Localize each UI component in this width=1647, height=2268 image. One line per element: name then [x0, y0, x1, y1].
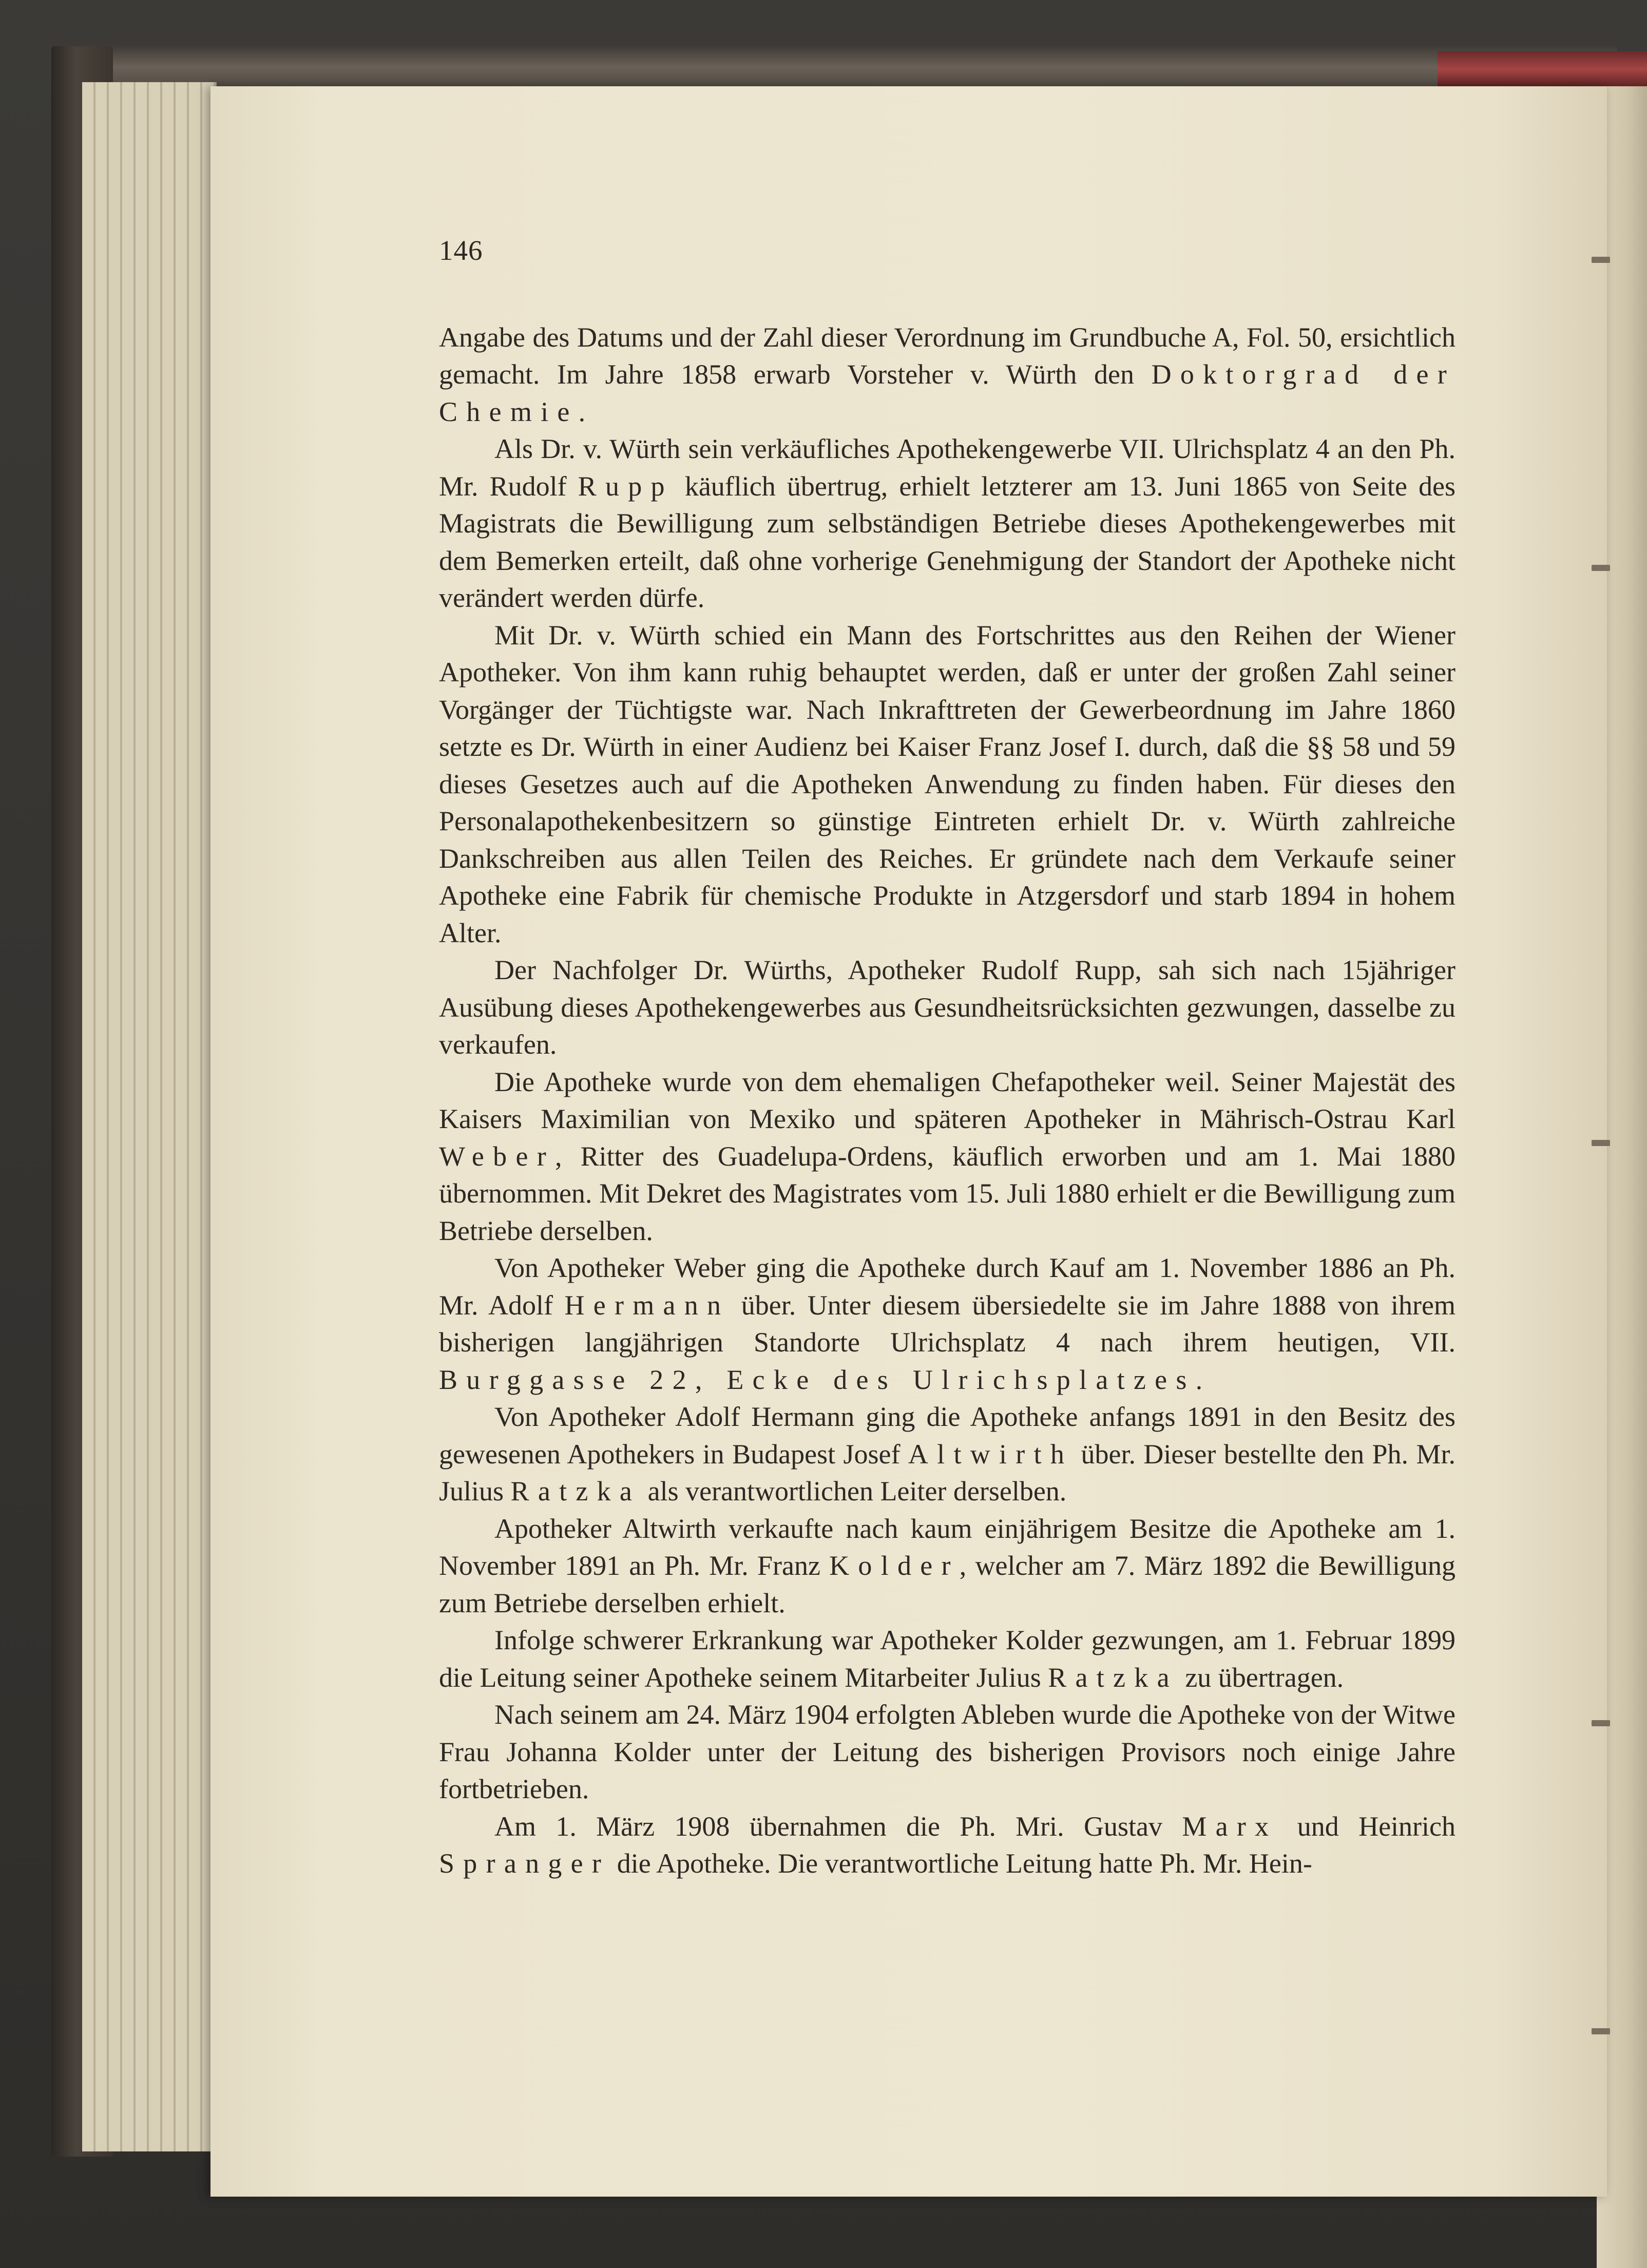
- paragraph-text: , Ritter des Guadelupa-Ordens, käuflich erworben und am 1. Mai 1880 übernommen. Mit Dekret des Magistrates vom 15. Juli 1880 erhielt er die Bewilligung zum Betriebe derselben.: [439, 1140, 1456, 1246]
- paragraph-text: und Heinrich: [1277, 1810, 1456, 1842]
- page-stack-edges: [82, 82, 217, 2151]
- paragraph-text: Nach seinem am 24. März 1904 erfolgten Ableben wurde die Apotheke von der Witwe Frau Johanna Kolder unter der Leitung des bisherigen Provisors noch einige Jahre fortbetrieben.: [439, 1699, 1456, 1804]
- paragraph: [439, 430, 1456, 617]
- paragraph-text: als verantwortlichen Leiter derselben.: [641, 1476, 1067, 1507]
- paragraph: [439, 1696, 1456, 1808]
- page-edge-mark: [1592, 565, 1610, 571]
- page-edge-mark: [1592, 257, 1610, 263]
- page-edge-mark: [1592, 2028, 1610, 2034]
- spaced-emphasis-text: Hermann: [564, 1289, 730, 1321]
- paragraph-text: Mit Dr. v. Würth schied ein Mann des Fortschrittes aus den Reihen der Wiener Apotheker. Von ihm kann ruhig behauptet werden, daß er unter der großen Zahl seiner Vorgänger der Tüchtigste war. Nach Inkrafttreten der Gewerbeordnung im Jahre 1860 setzte es Dr. Würth in einer Audienz bei Kaiser Franz Josef I. durch, daß die §§ 58 und 59 dieses Gesetzes auch auf die Apotheken Anwendung zu finden haben. Für dieses den Personalapothekenbesitzern so günstige Eintreten erhielt Dr. v. Würth zahlreiche Dankschreiben aus allen Teilen des Reiches. Er gründete nach dem Verkaufe seiner Apotheke eine Fabrik für chemische Produkte in Atzgersdorf und starb 1894 in hohem Alter.: [439, 619, 1456, 948]
- spaced-emphasis-text: Marx: [1182, 1810, 1278, 1842]
- spaced-emphasis-text: Altwirth: [908, 1438, 1074, 1470]
- spaced-emphasis-text: Ratzka: [1048, 1662, 1178, 1693]
- paragraph-text: Der Nachfolger Dr. Würths, Apotheker Rudolf Rupp, sah sich nach 15jähriger Ausübung dieses Apothekengewerbes aus Gesundheitsrücksichten gezwungen, dasselbe zu verkaufen.: [439, 955, 1456, 1060]
- paragraph-text: , welcher am 7. März 1892 die Bewilligung zum Betriebe derselben erhielt.: [439, 1550, 1456, 1618]
- paragraph-text: Am 1. März 1908 übernahmen die Ph. Mri. Gustav: [494, 1810, 1182, 1842]
- paragraph-text: .: [578, 396, 586, 427]
- spaced-emphasis-text: Doktorgrad der Chemie: [439, 359, 1456, 427]
- page-text-block: [439, 232, 1456, 1882]
- paragraph-text: Von Apotheker Weber ging die Apotheke durch Kauf am 1. November 1886 an Ph. Mr. Adolf: [439, 1252, 1456, 1321]
- paragraph-list: [439, 319, 1456, 1882]
- page-edge-mark: [1592, 1140, 1610, 1146]
- paragraph: [439, 617, 1456, 952]
- page-edge-mark: [1592, 1720, 1610, 1726]
- paragraph: [439, 951, 1456, 1063]
- spaced-emphasis-text: Weber: [439, 1140, 555, 1172]
- paragraph-text: käuflich übertrug, erhielt letzterer am 13. Juni 1865 von Seite des Magistrats die Bewilligung zum selbständigen Betriebe dieses Apothekengewerbes mit dem Bemerken erteilt, daß ohne vorherige Genehmigung der Standort der Apotheke nicht verändert werden dürfe.: [439, 470, 1456, 613]
- paragraph-text: Apotheker Altwirth verkaufte nach kaum einjährigem Besitze die Apotheke am 1. November 1891 an Ph. Mr. Franz: [439, 1513, 1456, 1581]
- paragraph-text: über. Unter diesem übersiedelte sie im Jahre 1888 von ihrem bisherigen langjährigen Standorte Ulrichsplatz 4 nach ihrem heutigen, VII.: [439, 1289, 1456, 1358]
- paragraph-text: Angabe des Datums und der Zahl dieser Verordnung im Grundbuche A, Fol. 50, ersichtlich gemacht. Im Jahre 1858 erwarb Vorsteher v. Würth den: [439, 321, 1456, 390]
- paragraph: [439, 1808, 1456, 1882]
- paragraph-text: Von Apotheker Adolf Hermann ging die Apotheke anfangs 1891 in den Besitz des gewesenen Apothekers in Budapest Josef: [439, 1401, 1456, 1470]
- page-number: 146: [439, 235, 483, 266]
- paragraph-text: zu übertragen.: [1178, 1662, 1344, 1693]
- paragraph-text: über. Dieser bestellte den Ph. Mr. Julius: [439, 1438, 1456, 1507]
- spaced-emphasis-text: Kolder: [829, 1550, 960, 1581]
- book-cover-red-edge: [1438, 51, 1647, 87]
- paragraph-text: .: [1195, 1364, 1203, 1395]
- paragraph: [439, 1398, 1456, 1510]
- spaced-emphasis-text: Spranger: [439, 1848, 610, 1879]
- spaced-emphasis-text: Rupp: [578, 470, 674, 502]
- paragraph: [439, 1249, 1456, 1398]
- paragraph: [439, 1622, 1456, 1696]
- spaced-emphasis-text: Burggasse 22, Ecke des Ulrichsplatzes: [439, 1364, 1196, 1395]
- paragraph: [439, 1063, 1456, 1250]
- paragraph-text: die Apotheke. Die verantwortliche Leitung hatte Ph. Mr. Hein-: [610, 1848, 1312, 1879]
- spaced-emphasis-text: Ratzka: [510, 1476, 641, 1507]
- paragraph-text: Infolge schwerer Erkrankung war Apotheker Kolder gezwungen, am 1. Februar 1899 die Leitung seiner Apotheke seinem Mitarbeiter Julius: [439, 1625, 1456, 1693]
- paragraph-text: Als Dr. v. Würth sein verkäufliches Apothekengewerbe VII. Ulrichsplatz 4 an den Ph. Mr. Rudolf: [439, 433, 1456, 502]
- paragraph: [439, 319, 1456, 431]
- paragraph-text: Die Apotheke wurde von dem ehemaligen Chefapotheker weil. Seiner Majestät des Kaisers Maximilian von Mexiko und späteren Apotheker in Mährisch-Ostrau Karl: [439, 1066, 1456, 1134]
- paragraph: [439, 1510, 1456, 1622]
